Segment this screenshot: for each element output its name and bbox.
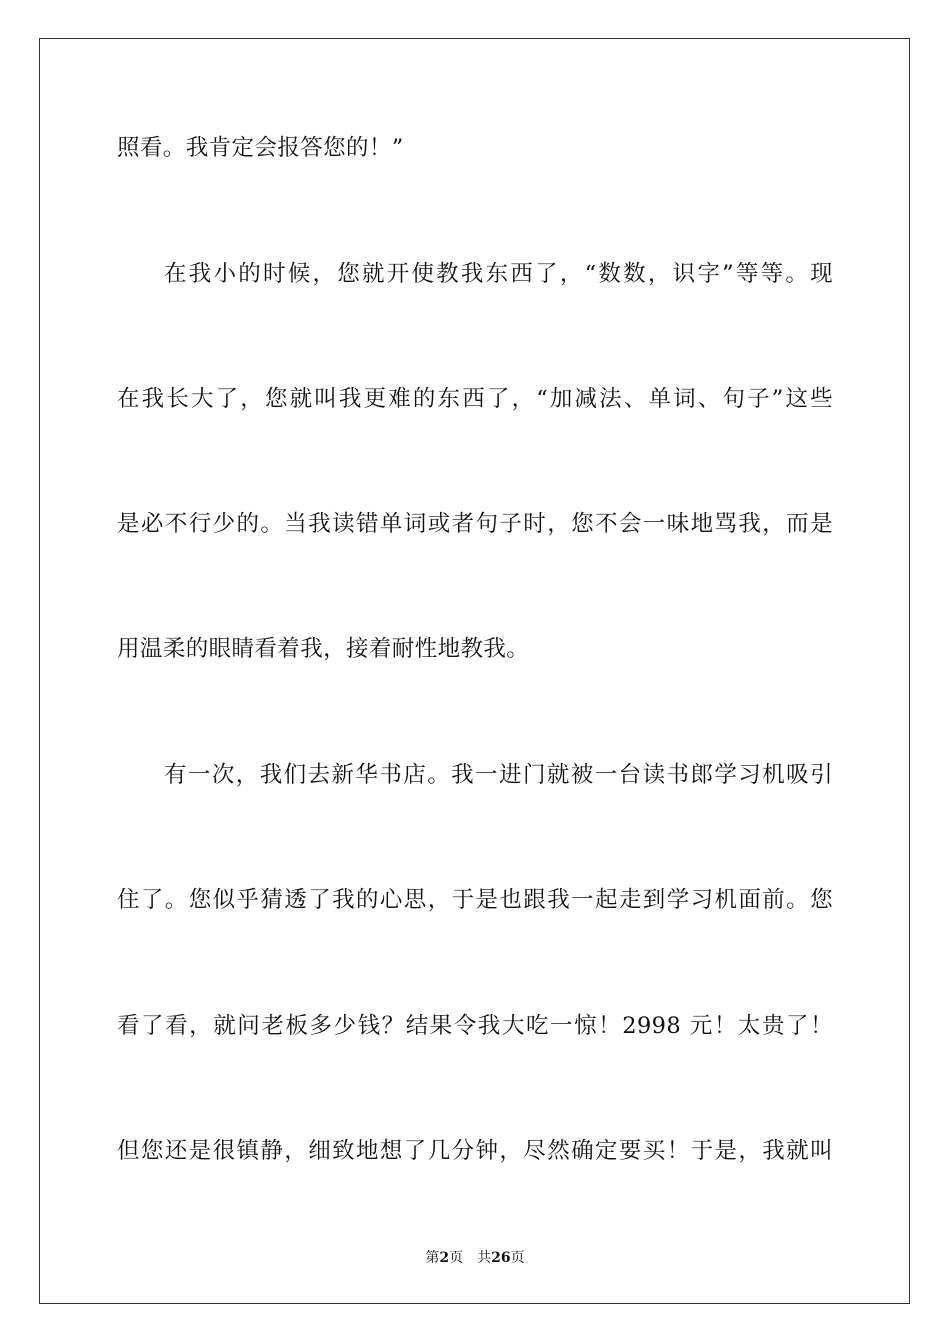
text-line-5: 用温柔的眼睛看着我，接着耐性地教我。 [117,636,530,662]
total-pages: 26 [491,1250,511,1266]
total-suffix: 页 [510,1250,525,1266]
text-line-2: 在我小的时候，您就开使教我东西了，“数数，识字”等等。现 [164,261,833,287]
text-line-3: 在我长大了，您就叫我更难的东西了，“加减法、单词、句子”这些 [117,386,833,412]
page-suffix: 页 [449,1250,464,1266]
text-line-7: 住了。您似乎猜透了我的心思，于是也跟我一起走到学习机面前。您 [117,887,833,913]
text-line-1: 照看。我肯定会报答您的！” [117,135,404,161]
page-prefix: 第 [425,1250,440,1266]
text-line-9: 但您还是很镇静，细致地想了几分钟，尽然确定要买！于是，我就叫 [117,1138,833,1164]
page-number: 2 [439,1250,450,1266]
total-prefix: 共 [477,1250,492,1266]
page-footer [0,1249,950,1267]
text-line-6: 有一次，我们去新华书店。我一进门就被一台读书郎学习机吸引 [164,762,833,788]
text-line-4: 是必不行少的。当我读错单词或者句子时，您不会一味地骂我，而是 [117,511,833,537]
text-line-8: 看了看，就问老板多少钱？结果令我大吃一惊！2998 元！太贵了！ [117,1013,833,1039]
page-border [39,38,910,1304]
